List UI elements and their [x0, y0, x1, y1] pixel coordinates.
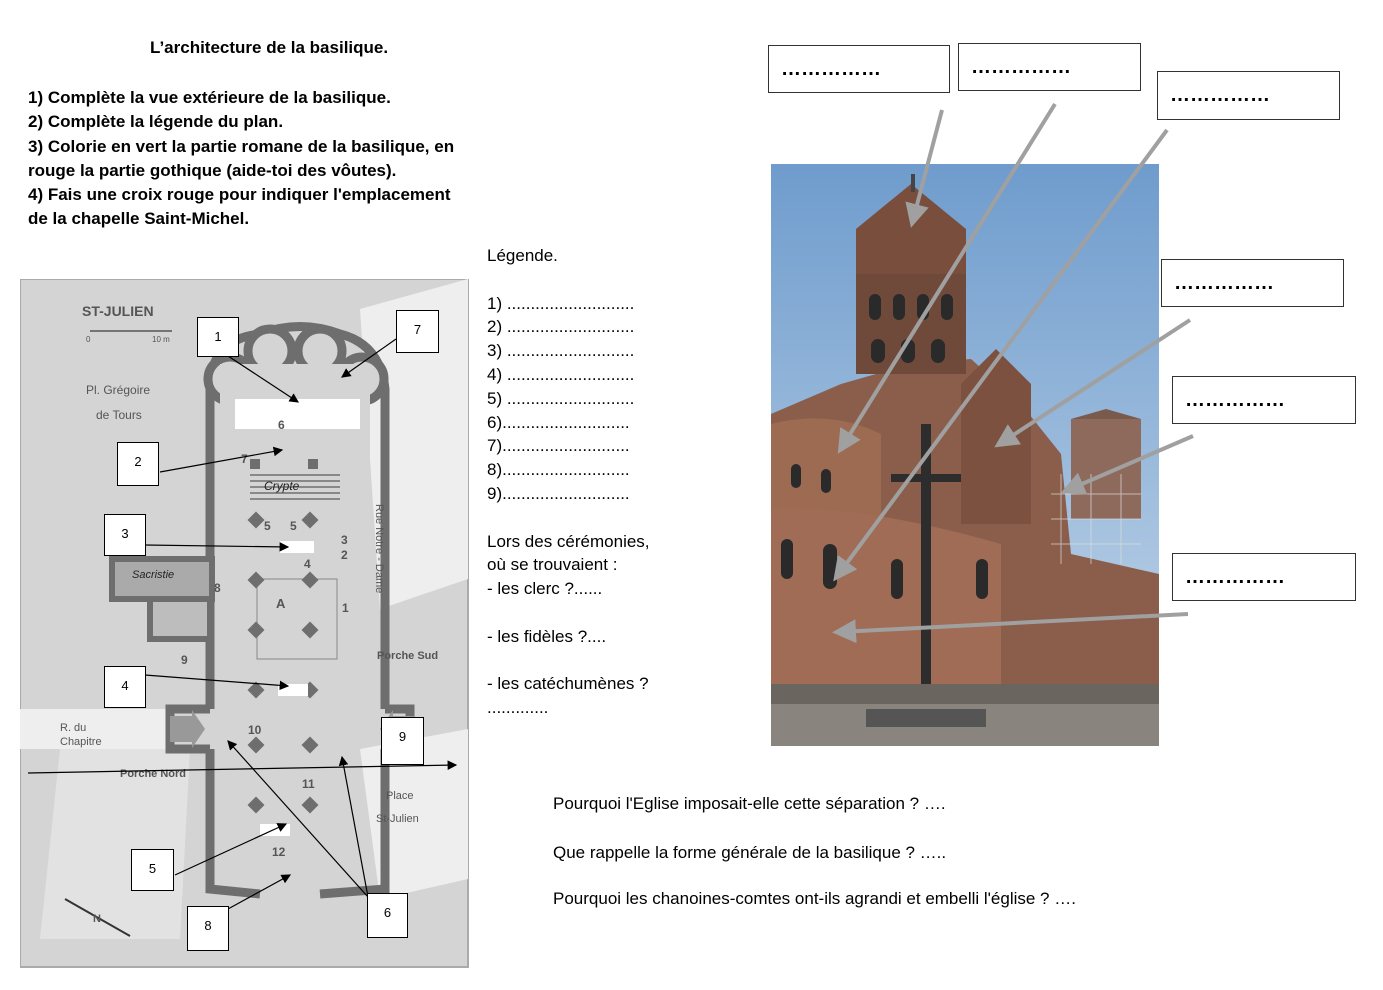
- instruction-line: 2) Complète la légende du plan.: [28, 112, 284, 132]
- north-arrow-label: N: [93, 913, 101, 925]
- photo-label-box[interactable]: ……………: [1161, 259, 1344, 307]
- plan-scale-ten: 10 m: [152, 335, 170, 344]
- photo-label-box[interactable]: ……………: [1172, 553, 1356, 601]
- plan-number: 9: [181, 653, 188, 667]
- legend-item[interactable]: 3) ...........................: [487, 341, 635, 361]
- plan-label: Chapitre: [60, 736, 102, 748]
- plan-number: 5: [264, 519, 271, 533]
- legend-heading: Légende.: [487, 246, 558, 265]
- legend-item[interactable]: 8)...........................: [487, 460, 630, 480]
- callout-box-8[interactable]: 8: [187, 906, 229, 951]
- plan-label: Porche Sud: [377, 650, 439, 662]
- callout-box-5[interactable]: 5: [131, 849, 174, 891]
- plan-number: 6: [278, 418, 285, 432]
- plan-label: R. du: [60, 722, 87, 734]
- legend-item[interactable]: 4) ...........................: [487, 364, 635, 384]
- plan-label: A: [276, 596, 286, 611]
- photo-label-box[interactable]: ……………: [1157, 71, 1340, 120]
- callout-box-4[interactable]: 4: [104, 666, 146, 708]
- instruction-line: 1) Complète la vue extérieure de la basilique.: [28, 88, 391, 107]
- instruction-line: 4) Fais une croix rouge pour indiquer l'emplacement: [28, 185, 451, 205]
- legend-item[interactable]: 1) ...........................: [487, 293, 635, 313]
- question-text: Pourquoi l'Eglise imposait-elle cette séparation ? ….: [553, 794, 946, 813]
- ceremony-question: où se trouvaient :: [487, 555, 618, 575]
- callout-box-3[interactable]: 3: [104, 514, 146, 556]
- plan-scale-zero: 0: [86, 335, 91, 344]
- plan-number: 8: [214, 581, 221, 595]
- callout-box-7[interactable]: 7: [396, 310, 439, 353]
- callout-box-2[interactable]: 2: [117, 442, 159, 486]
- callout-box-1[interactable]: 1: [197, 317, 239, 357]
- instruction-line: de la chapelle Saint-Michel.: [28, 209, 250, 229]
- legend-item[interactable]: 6)...........................: [487, 412, 630, 432]
- plan-number: 10: [248, 723, 262, 737]
- ceremony-question[interactable]: .............: [487, 698, 549, 718]
- photo-label-box[interactable]: ……………: [768, 45, 950, 93]
- plan-label: Sacristie: [132, 569, 175, 581]
- plan-label: Porche Nord: [120, 768, 187, 780]
- plan-label: Pl. Grégoire: [86, 383, 151, 397]
- plan-label: Rue Notre - Dame: [373, 504, 385, 594]
- ceremony-question: Lors des cérémonies,: [487, 531, 650, 551]
- plan-number: 4: [304, 557, 311, 571]
- legend-item[interactable]: 5) ...........................: [487, 388, 635, 408]
- plan-label: Place: [386, 790, 414, 802]
- plan-label: Crypte: [264, 479, 300, 493]
- instruction-line: rouge la partie gothique (aide-toi des vôutes).: [28, 160, 397, 180]
- page-title: L’architecture de la basilique.: [150, 38, 389, 57]
- question-text: Que rappelle la forme générale de la basilique ? …..: [553, 843, 947, 862]
- plan-number: 1: [342, 601, 349, 615]
- ceremony-question[interactable]: - les fidèles ?....: [487, 626, 607, 646]
- ceremony-question[interactable]: - les clerc ?......: [487, 579, 603, 599]
- plan-number: 12: [272, 845, 286, 859]
- legend-item[interactable]: 9)...........................: [487, 483, 630, 503]
- plan-title: ST-JULIEN: [82, 303, 154, 319]
- ceremony-question[interactable]: - les catéchumènes ?: [487, 674, 649, 694]
- instruction-line: 3) Colorie en vert la partie romane de la basilique, en: [28, 136, 455, 156]
- photo-label-box[interactable]: ……………: [1172, 376, 1356, 424]
- legend-item[interactable]: 7)...........................: [487, 436, 630, 456]
- plan-number: 7: [241, 452, 248, 466]
- plan-label: St-Julien: [376, 813, 419, 825]
- callout-box-6[interactable]: 6: [367, 893, 408, 938]
- question-text: Pourquoi les chanoines-comtes ont-ils agrandi et embelli l'église ? ….: [553, 889, 1076, 908]
- photo-label-box[interactable]: ……………: [958, 43, 1141, 91]
- legend-item[interactable]: 2) ...........................: [487, 317, 635, 337]
- plan-number: 5: [290, 519, 297, 533]
- callout-box-9[interactable]: 9: [381, 717, 424, 765]
- plan-number: 11: [302, 777, 315, 791]
- plan-label: de Tours: [96, 408, 142, 422]
- plan-number: 2: [341, 548, 348, 562]
- plan-number: 3: [341, 533, 348, 547]
